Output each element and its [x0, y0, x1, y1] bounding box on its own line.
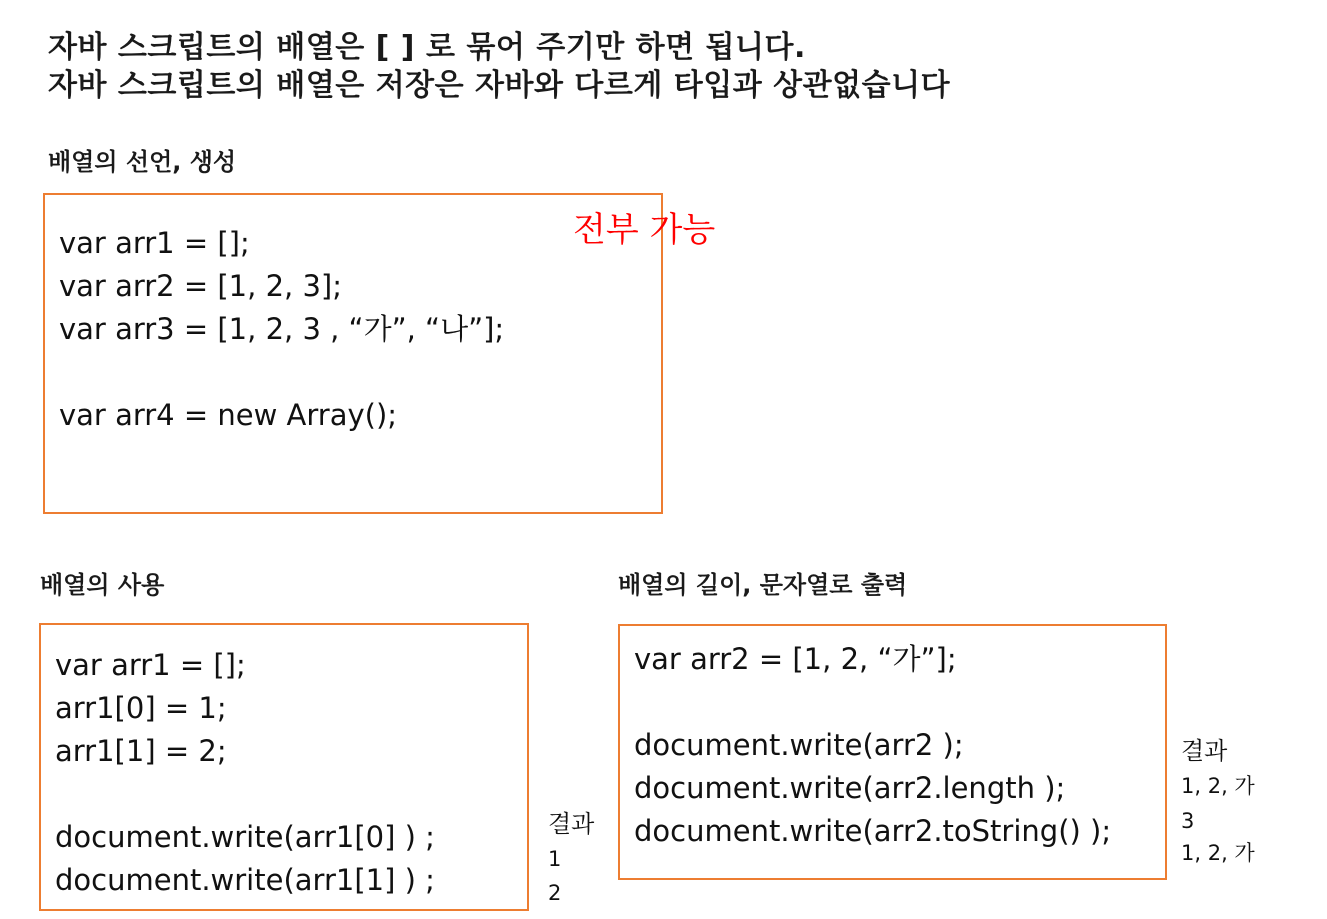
code-line: var arr4 = new Array(); — [59, 398, 398, 432]
result-value: 3 — [1181, 809, 1195, 833]
code-line: document.write(arr2.length ); — [634, 771, 1066, 805]
code-line: var arr1 = []; — [59, 226, 250, 260]
code-line: var arr2 = [1, 2, 3]; — [59, 269, 342, 303]
code-line: document.write(arr2 ); — [634, 728, 964, 762]
code-line: var arr1 = []; — [55, 648, 246, 682]
length-heading: 배열의 길이, 문자열로 출력 — [618, 571, 908, 599]
result-label: 결과 — [1181, 737, 1228, 765]
result-value: 1, 2, 가 — [1181, 841, 1255, 865]
result-value: 1 — [548, 847, 562, 871]
code-line: document.write(arr2.toString() ); — [634, 814, 1112, 848]
usage-code-box — [39, 623, 529, 911]
length-code-box — [618, 624, 1167, 880]
declaration-heading: 배열의 선언, 생성 — [48, 148, 237, 176]
code-line: var arr3 = [1, 2, 3 , “가”, “나”]; — [59, 312, 505, 346]
all-possible-note: 전부 가능 — [573, 210, 716, 250]
usage-heading: 배열의 사용 — [40, 571, 165, 599]
page-title-line-2: 자바 스크립트의 배열은 저장은 자바와 다르게 타입과 상관없습니다 — [48, 68, 951, 103]
declaration-code-box — [43, 193, 663, 514]
result-value: 1, 2, 가 — [1181, 774, 1255, 798]
code-line: document.write(arr1[0] ) ; — [55, 820, 435, 854]
code-line: arr1[1] = 2; — [55, 734, 227, 768]
code-line: document.write(arr1[1] ) ; — [55, 863, 435, 897]
code-line: var arr2 = [1, 2, “가”]; — [634, 642, 957, 676]
result-label: 결과 — [548, 810, 595, 838]
page-title-line-1: 자바 스크립트의 배열은 [ ] 로 묶어 주기만 하면 됩니다. — [48, 30, 806, 65]
result-value: 2 — [548, 881, 562, 905]
code-line: arr1[0] = 1; — [55, 691, 227, 725]
